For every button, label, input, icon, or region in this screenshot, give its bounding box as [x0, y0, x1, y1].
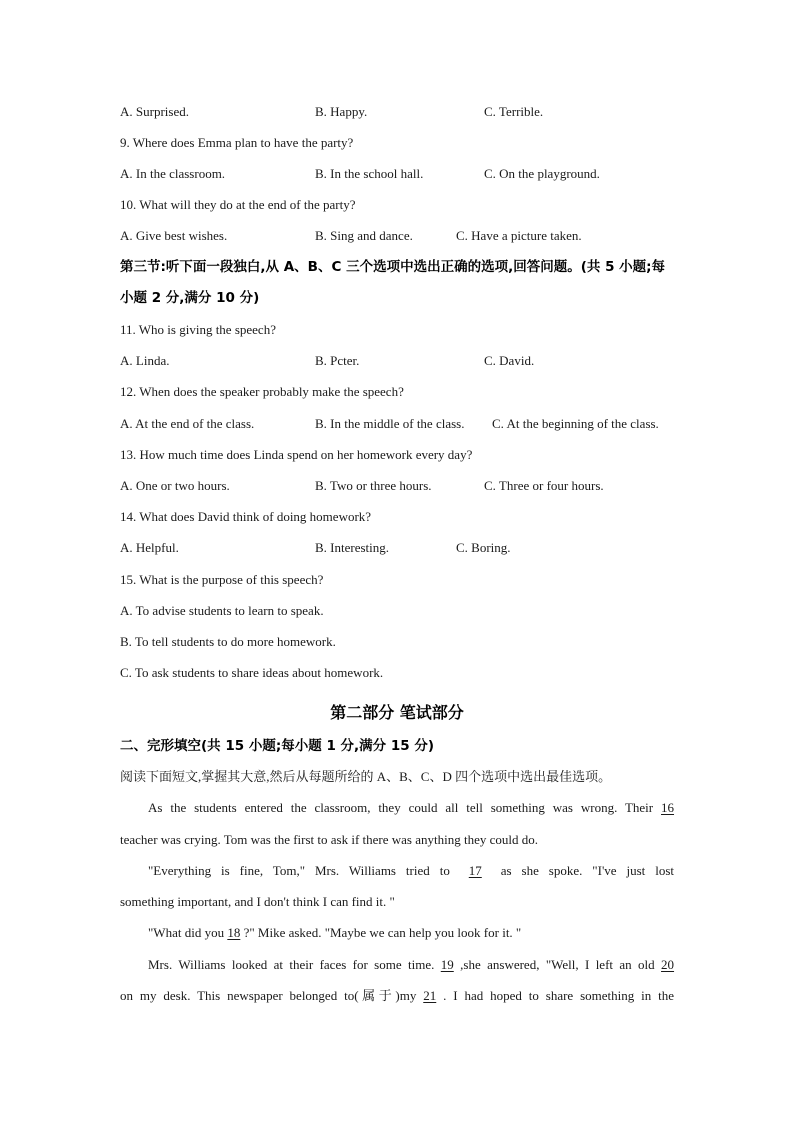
part2-title: 第二部分 笔试部分 [330, 703, 464, 722]
q9-option-a: A. In the classroom. [120, 166, 226, 181]
cloze-para2-line2: something important, and I don't think I can find it. " [120, 894, 395, 909]
blank-21: 21 [423, 988, 437, 1003]
q11-option-b: B. Pcter. [315, 353, 360, 368]
q10-option-c: C. Have a picture taken. [456, 228, 582, 243]
cloze-text: "What did you [148, 925, 225, 940]
cloze-text: on my desk. This newspaper belonged to(属于)my [120, 988, 417, 1003]
q15-stem: 15. What is the purpose of this speech? [120, 572, 324, 587]
cloze-para4-line2 [120, 988, 674, 1004]
blank-19: 19 [440, 957, 454, 972]
section3-heading-line2: 小题 2 分,满分 10 分) [120, 290, 260, 306]
q10-stem: 10. What will they do at the end of the party? [120, 197, 356, 212]
cloze-para1-line1 [148, 800, 674, 816]
q8-option-b: B. Happy. [315, 104, 368, 119]
q11-option-c: C. David. [484, 353, 535, 368]
q15-option-a: A. To advise students to learn to speak. [120, 603, 324, 618]
cloze-text: as she spoke. "I've just lost [500, 863, 675, 878]
q9-option-b: B. In the school hall. [315, 166, 424, 181]
q8-option-c: C. Terrible. [484, 104, 544, 119]
q10-option-b: B. Sing and dance. [315, 228, 413, 243]
cloze-text: "Everything is fine, Tom," Mrs. Williams tried to [148, 863, 450, 878]
blank-20: 20 [661, 957, 675, 972]
q13-option-a: A. One or two hours. [120, 478, 230, 493]
q9-option-c: C. On the playground. [484, 166, 600, 181]
q14-option-c: C. Boring. [456, 540, 511, 555]
cloze-para4-line1 [148, 957, 674, 973]
q14-option-a: A. Helpful. [120, 540, 179, 555]
q12-option-c: C. At the beginning of the class. [492, 416, 659, 431]
q15-option-b: B. To tell students to do more homework. [120, 634, 336, 649]
q13-option-b: B. Two or three hours. [315, 478, 432, 493]
q9-stem: 9. Where does Emma plan to have the party? [120, 135, 354, 150]
cloze-instruction: 阅读下面短文,掌握其大意,然后从每题所给的 A、B、C、D 四个选项中选出最佳选项。 [120, 769, 612, 784]
q12-option-a: A. At the end of the class. [120, 416, 255, 431]
q8-option-a: A. Surprised. [120, 104, 189, 119]
q12-stem: 12. When does the speaker probably make the speech? [120, 384, 404, 399]
q13-stem: 13. How much time does Linda spend on her homework every day? [120, 447, 473, 462]
cloze-para2-line1 [148, 863, 674, 879]
cloze-para1-line2: teacher was crying. Tom was the first to ask if there was anything they could do. [120, 832, 538, 847]
q14-stem: 14. What does David think of doing homework? [120, 509, 372, 524]
cloze-text: ,she answered, "Well, I left an old [460, 957, 655, 972]
q13-option-c: C. Three or four hours. [484, 478, 604, 493]
cloze-text: ?" Mike asked. "Maybe we can help you look for it. " [243, 925, 522, 940]
q11-stem: 11. Who is giving the speech? [120, 322, 276, 337]
blank-18: 18 [227, 925, 241, 940]
cloze-text: . I had hoped to share something in the [443, 988, 674, 1003]
cloze-text: Mrs. Williams looked at their faces for some time. [148, 957, 435, 972]
q14-option-b: B. Interesting. [315, 540, 390, 555]
cloze-heading: 二、完形填空(共 15 小题;每小题 1 分,满分 15 分) [120, 738, 435, 754]
cloze-para3 [148, 925, 702, 941]
blank-17: 17 [468, 863, 482, 878]
blank-16: 16 [661, 800, 675, 815]
q11-option-a: A. Linda. [120, 353, 170, 368]
q15-option-c: C. To ask students to share ideas about homework. [120, 665, 384, 680]
q12-option-b: B. In the middle of the class. [315, 416, 465, 431]
cloze-text: As the students entered the classroom, they could all tell something was wrong. Their [148, 800, 654, 815]
q10-option-a: A. Give best wishes. [120, 228, 228, 243]
section3-heading-line1: 第三节:听下面一段独白,从 A、B、C 三个选项中选出正确的选项,回答问题。(共 5 小题;每 [120, 259, 666, 275]
